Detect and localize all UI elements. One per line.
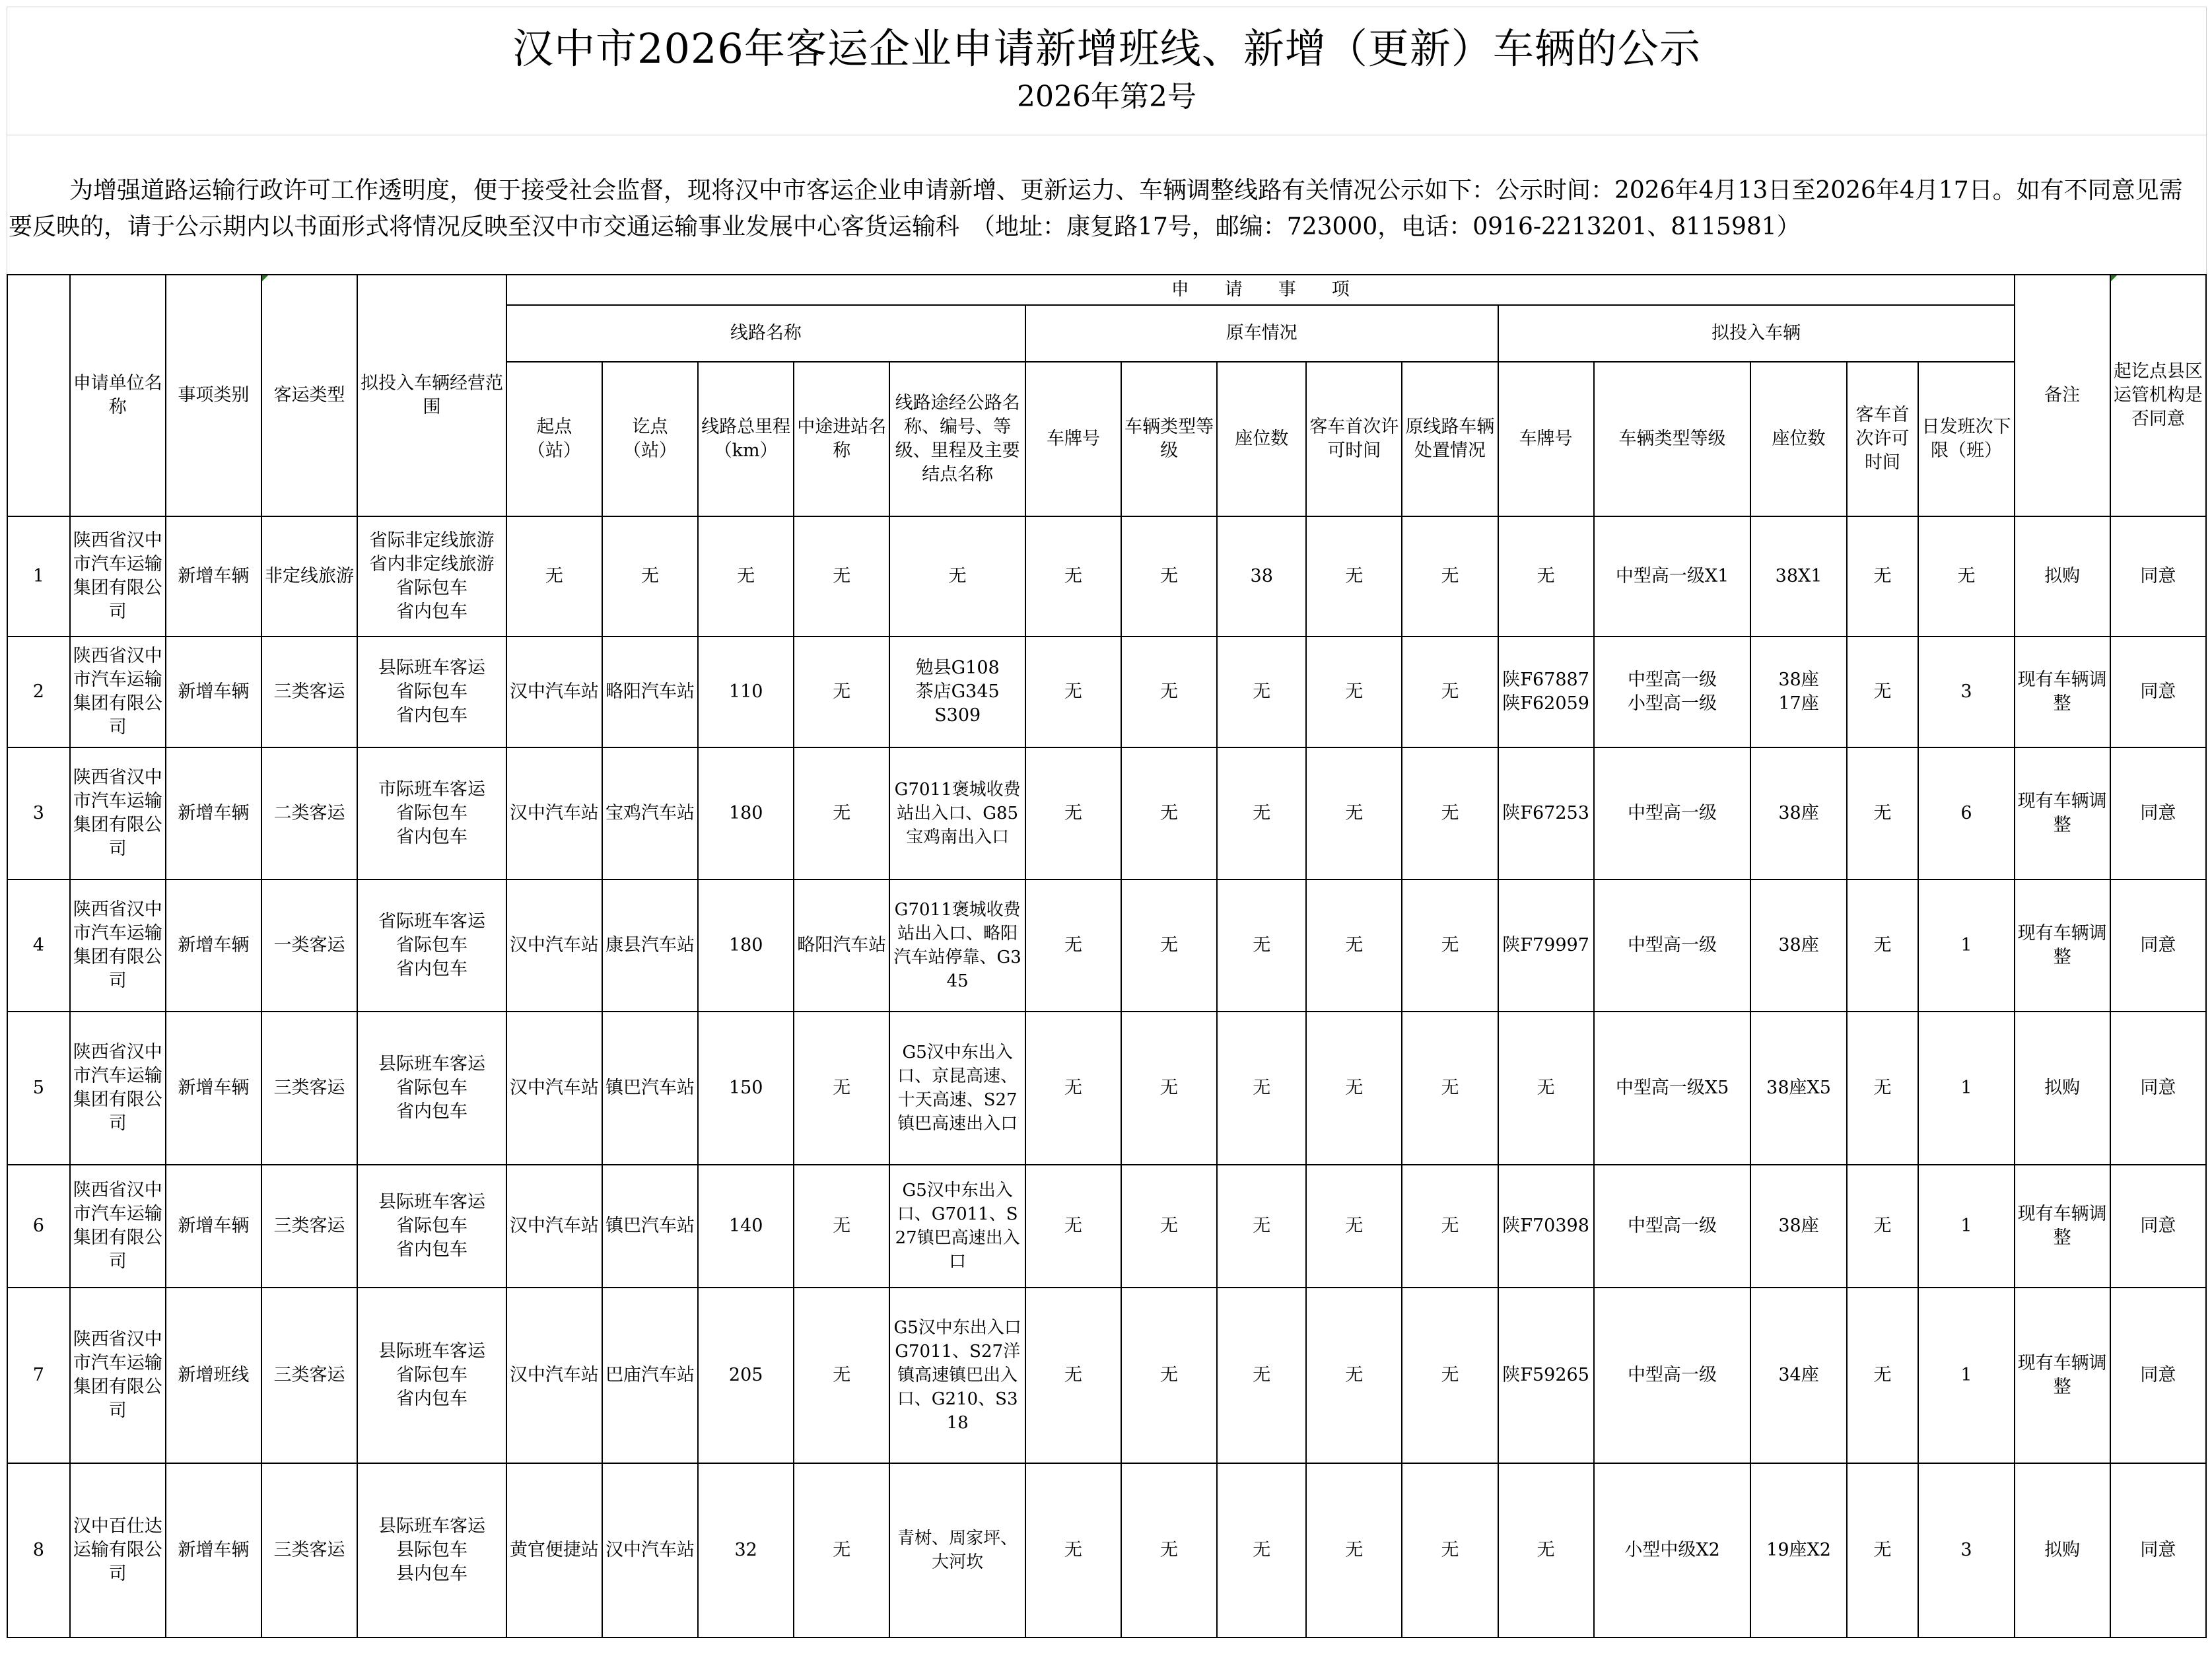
cell-end: 康县汽车站 bbox=[602, 880, 698, 1012]
cell-transport-type: 二类客运 bbox=[261, 747, 357, 880]
cell-daily-max: 6 bbox=[1918, 747, 2014, 880]
notice-paragraph: 为增强道路运输行政许可工作透明度，便于接受社会监督，现将汉中市客运企业申请新增、更新运力、车辆调整线路有关情况公示如下：公示时间：2026年4月13日至2026年4月17日。如有不同意见需要反映的，请于公示期内以书面形式将情况反映至汉中市交通运输事业发展中心客货运输科 （地址：康复路17号，邮编：723000，电话：0916-2213201、8115981） bbox=[7, 135, 2207, 274]
cell-agree: 同意 bbox=[2110, 1463, 2206, 1638]
header-row-1 bbox=[7, 275, 2206, 305]
cell-new-first-permit: 无 bbox=[1847, 637, 1919, 747]
header-new-first-permit: 客车首次许可时间 bbox=[1847, 362, 1919, 516]
header-route-group: 线路名称 bbox=[506, 305, 1025, 362]
cell-item-type: 新增车辆 bbox=[166, 516, 261, 637]
cell-orig-first-permit: 无 bbox=[1306, 1012, 1402, 1165]
header-route-detail: 线路途经公路名称、编号、等级、里程及主要结点名称 bbox=[889, 362, 1025, 516]
table-row bbox=[7, 1463, 2206, 1638]
cell-transport-type: 三类客运 bbox=[261, 1012, 357, 1165]
cell-end: 宝鸡汽车站 bbox=[602, 747, 698, 880]
cell-item-type: 新增车辆 bbox=[166, 1463, 261, 1638]
header-original-group: 原车情况 bbox=[1025, 305, 1498, 362]
cell-orig-disposal: 无 bbox=[1402, 880, 1498, 1012]
header-new-seats: 座位数 bbox=[1750, 362, 1846, 516]
header-item-type: 事项类别 bbox=[166, 275, 261, 516]
cell-daily-max: 1 bbox=[1918, 1165, 2014, 1288]
header-orig-first-permit: 客车首次许可时间 bbox=[1306, 362, 1402, 516]
cell-distance: 205 bbox=[698, 1288, 794, 1463]
cell-new-class: 中型高一级 小型高一级 bbox=[1594, 637, 1751, 747]
cell-agree: 同意 bbox=[2110, 1012, 2206, 1165]
cell-end: 镇巴汽车站 bbox=[602, 1165, 698, 1288]
cell-orig-disposal: 无 bbox=[1402, 1165, 1498, 1288]
header-distance: 线路总里程（km） bbox=[698, 362, 794, 516]
cell-no: 8 bbox=[7, 1463, 70, 1638]
header-new-plate: 车牌号 bbox=[1498, 362, 1594, 516]
cell-new-class: 中型高一级 bbox=[1594, 880, 1751, 1012]
cell-orig-seats: 38 bbox=[1217, 516, 1306, 637]
header-orig-class: 车辆类型等级 bbox=[1121, 362, 1217, 516]
cell-orig-first-permit: 无 bbox=[1306, 880, 1402, 1012]
cell-orig-disposal: 无 bbox=[1402, 637, 1498, 747]
cell-new-plate: 无 bbox=[1498, 1012, 1594, 1165]
cell-start: 汉中汽车站 bbox=[506, 880, 602, 1012]
cell-agree: 同意 bbox=[2110, 747, 2206, 880]
cell-distance: 180 bbox=[698, 747, 794, 880]
cell-new-class: 中型高一级X1 bbox=[1594, 516, 1751, 637]
cell-new-seats: 38座 17座 bbox=[1750, 637, 1846, 747]
cell-daily-max: 1 bbox=[1918, 1012, 2014, 1165]
header-start: 起点 （站） bbox=[506, 362, 602, 516]
cell-item-type: 新增车辆 bbox=[166, 1012, 261, 1165]
cell-orig-disposal: 无 bbox=[1402, 1463, 1498, 1638]
cell-transport-type: 一类客运 bbox=[261, 880, 357, 1012]
page-title: 汉中市2026年客运企业申请新增班线、新增（更新）车辆的公示 bbox=[512, 24, 1701, 73]
cell-start: 汉中汽车站 bbox=[506, 637, 602, 747]
table-row bbox=[7, 1012, 2206, 1165]
cell-scope: 县际班车客运 省际包车 省内包车 bbox=[357, 1165, 506, 1288]
cell-orig-first-permit: 无 bbox=[1306, 747, 1402, 880]
cell-distance: 150 bbox=[698, 1012, 794, 1165]
cell-new-class: 小型中级X2 bbox=[1594, 1463, 1751, 1638]
cell-distance: 32 bbox=[698, 1463, 794, 1638]
cell-orig-plate: 无 bbox=[1025, 1165, 1121, 1288]
header-orig-disposal: 原线路车辆处置情况 bbox=[1402, 362, 1498, 516]
cell-new-first-permit: 无 bbox=[1847, 1012, 1919, 1165]
notice-sheet bbox=[7, 7, 2207, 1638]
cell-stops: 无 bbox=[794, 747, 889, 880]
cell-new-class: 中型高一级 bbox=[1594, 747, 1751, 880]
cell-route-detail: 无 bbox=[889, 516, 1025, 637]
cell-orig-plate: 无 bbox=[1025, 1288, 1121, 1463]
cell-orig-seats: 无 bbox=[1217, 747, 1306, 880]
cell-route-detail: G5汉中东出入口、京昆高速、十天高速、S27镇巴高速出入口 bbox=[889, 1012, 1025, 1165]
cell-orig-seats: 无 bbox=[1217, 1463, 1306, 1638]
cell-new-first-permit: 无 bbox=[1847, 1165, 1919, 1288]
cell-new-seats: 34座 bbox=[1750, 1288, 1846, 1463]
cell-orig-class: 无 bbox=[1121, 1165, 1217, 1288]
header-orig-plate: 车牌号 bbox=[1025, 362, 1121, 516]
cell-orig-disposal: 无 bbox=[1402, 747, 1498, 880]
cell-transport-type: 三类客运 bbox=[261, 637, 357, 747]
cell-route-detail: G7011褒城收费站出入口、G85宝鸡南出入口 bbox=[889, 747, 1025, 880]
cell-new-class: 中型高一级 bbox=[1594, 1288, 1751, 1463]
cell-applicant: 陕西省汉中市汽车运输集团有限公司 bbox=[70, 637, 166, 747]
cell-applicant: 陕西省汉中市汽车运输集团有限公司 bbox=[70, 1165, 166, 1288]
table-row bbox=[7, 1165, 2206, 1288]
cell-scope: 省际班车客运 省际包车 省内包车 bbox=[357, 880, 506, 1012]
cell-daily-max: 无 bbox=[1918, 516, 2014, 637]
cell-new-plate: 陕F67253 bbox=[1498, 747, 1594, 880]
page-subtitle: 2026年第2号 bbox=[1017, 80, 1196, 114]
cell-remark: 现有车辆调整 bbox=[2015, 637, 2110, 747]
cell-no: 1 bbox=[7, 516, 70, 637]
cell-orig-plate: 无 bbox=[1025, 516, 1121, 637]
cell-item-type: 新增车辆 bbox=[166, 747, 261, 880]
cell-no: 5 bbox=[7, 1012, 70, 1165]
cell-agree: 同意 bbox=[2110, 516, 2206, 637]
cell-orig-first-permit: 无 bbox=[1306, 1165, 1402, 1288]
cell-orig-plate: 无 bbox=[1025, 747, 1121, 880]
header-daily-max: 日发班次下限（班） bbox=[1918, 362, 2014, 516]
cell-orig-disposal: 无 bbox=[1402, 1288, 1498, 1463]
cell-new-plate: 无 bbox=[1498, 1463, 1594, 1638]
cell-orig-plate: 无 bbox=[1025, 1463, 1121, 1638]
cell-transport-type: 三类客运 bbox=[261, 1165, 357, 1288]
cell-no: 4 bbox=[7, 880, 70, 1012]
cell-applicant: 陕西省汉中市汽车运输集团有限公司 bbox=[70, 1288, 166, 1463]
cell-new-plate: 陕F70398 bbox=[1498, 1165, 1594, 1288]
cell-orig-class: 无 bbox=[1121, 516, 1217, 637]
cell-start: 汉中汽车站 bbox=[506, 1288, 602, 1463]
cell-orig-class: 无 bbox=[1121, 747, 1217, 880]
header-end: 讫点 （站） bbox=[602, 362, 698, 516]
cell-new-first-permit: 无 bbox=[1847, 880, 1919, 1012]
cell-new-seats: 38座 bbox=[1750, 747, 1846, 880]
cell-orig-first-permit: 无 bbox=[1306, 1288, 1402, 1463]
cell-end: 镇巴汽车站 bbox=[602, 1012, 698, 1165]
cell-transport-type: 三类客运 bbox=[261, 1288, 357, 1463]
cell-route-detail: G5汉中东出入口、G7011、S27镇巴高速出入口 bbox=[889, 1165, 1025, 1288]
cell-orig-class: 无 bbox=[1121, 880, 1217, 1012]
cell-orig-plate: 无 bbox=[1025, 1012, 1121, 1165]
header-applicant: 申请单位名称 bbox=[70, 275, 166, 516]
cell-new-seats: 38座X5 bbox=[1750, 1012, 1846, 1165]
cell-item-type: 新增车辆 bbox=[166, 880, 261, 1012]
cell-remark: 现有车辆调整 bbox=[2015, 880, 2110, 1012]
cell-orig-seats: 无 bbox=[1217, 880, 1306, 1012]
cell-orig-class: 无 bbox=[1121, 1463, 1217, 1638]
cell-new-seats: 38座 bbox=[1750, 1165, 1846, 1288]
header-remark: 备注 bbox=[2015, 275, 2110, 516]
cell-no: 2 bbox=[7, 637, 70, 747]
cell-new-class: 中型高一级 bbox=[1594, 1165, 1751, 1288]
cell-orig-seats: 无 bbox=[1217, 637, 1306, 747]
cell-start: 汉中汽车站 bbox=[506, 747, 602, 880]
cell-orig-plate: 无 bbox=[1025, 637, 1121, 747]
cell-scope: 县际班车客运 省际包车 省内包车 bbox=[357, 1012, 506, 1165]
cell-orig-first-permit: 无 bbox=[1306, 516, 1402, 637]
cell-route-detail: G5汉中东出入口 G7011、S27洋镇高速镇巴出入口、G210、S318 bbox=[889, 1288, 1025, 1463]
cell-remark: 拟购 bbox=[2015, 1012, 2110, 1165]
cell-stops: 无 bbox=[794, 1463, 889, 1638]
cell-new-first-permit: 无 bbox=[1847, 1288, 1919, 1463]
cell-end: 汉中汽车站 bbox=[602, 1463, 698, 1638]
cell-remark: 拟购 bbox=[2015, 516, 2110, 637]
header-transport-type: 客运类型 bbox=[261, 275, 357, 516]
cell-route-detail: G7011褒城收费站出入口、略阳汽车站停靠、G345 bbox=[889, 880, 1025, 1012]
cell-remark: 现有车辆调整 bbox=[2015, 1288, 2110, 1463]
cell-start: 汉中汽车站 bbox=[506, 1012, 602, 1165]
cell-stops: 无 bbox=[794, 516, 889, 637]
cell-orig-seats: 无 bbox=[1217, 1165, 1306, 1288]
cell-orig-first-permit: 无 bbox=[1306, 637, 1402, 747]
cell-start: 汉中汽车站 bbox=[506, 1165, 602, 1288]
cell-new-class: 中型高一级X5 bbox=[1594, 1012, 1751, 1165]
header-agree: 起讫点县区运管机构是否同意 bbox=[2110, 275, 2206, 516]
cell-scope: 县际班车客运 省际包车 省内包车 bbox=[357, 1288, 506, 1463]
cell-new-seats: 38X1 bbox=[1750, 516, 1846, 637]
cell-route-detail: 勉县G108 茶店G345 S309 bbox=[889, 637, 1025, 747]
cell-new-first-permit: 无 bbox=[1847, 1463, 1919, 1638]
cell-agree: 同意 bbox=[2110, 1165, 2206, 1288]
cell-orig-class: 无 bbox=[1121, 1288, 1217, 1463]
cell-new-first-permit: 无 bbox=[1847, 747, 1919, 880]
cell-no: 6 bbox=[7, 1165, 70, 1288]
header-index bbox=[7, 275, 70, 516]
cell-daily-max: 3 bbox=[1918, 1463, 2014, 1638]
header-stops: 中途进站名称 bbox=[794, 362, 889, 516]
cell-stops: 无 bbox=[794, 1288, 889, 1463]
cell-route-detail: 青树、周家坪、大河坎 bbox=[889, 1463, 1025, 1638]
cell-new-seats: 38座 bbox=[1750, 880, 1846, 1012]
cell-new-seats: 19座X2 bbox=[1750, 1463, 1846, 1638]
cell-applicant: 汉中百仕达运输有限公司 bbox=[70, 1463, 166, 1638]
cell-new-plate: 陕F67887 陕F62059 bbox=[1498, 637, 1594, 747]
cell-orig-class: 无 bbox=[1121, 1012, 1217, 1165]
cell-agree: 同意 bbox=[2110, 637, 2206, 747]
cell-item-type: 新增车辆 bbox=[166, 1165, 261, 1288]
cell-distance: 110 bbox=[698, 637, 794, 747]
cell-agree: 同意 bbox=[2110, 880, 2206, 1012]
cell-orig-class: 无 bbox=[1121, 637, 1217, 747]
cell-agree: 同意 bbox=[2110, 1288, 2206, 1463]
cell-orig-plate: 无 bbox=[1025, 880, 1121, 1012]
cell-stops: 略阳汽车站 bbox=[794, 880, 889, 1012]
cell-scope: 省际非定线旅游 省内非定线旅游 省际包车 省内包车 bbox=[357, 516, 506, 637]
header-scope: 拟投入车辆经营范围 bbox=[357, 275, 506, 516]
cell-scope: 县际班车客运 省际包车 省内包车 bbox=[357, 637, 506, 747]
application-table bbox=[7, 274, 2207, 1638]
cell-new-plate: 无 bbox=[1498, 516, 1594, 637]
cell-stops: 无 bbox=[794, 1165, 889, 1288]
cell-no: 7 bbox=[7, 1288, 70, 1463]
cell-no: 3 bbox=[7, 747, 70, 880]
cell-applicant: 陕西省汉中市汽车运输集团有限公司 bbox=[70, 1012, 166, 1165]
cell-scope: 市际班车客运 省际包车 省内包车 bbox=[357, 747, 506, 880]
title-block bbox=[7, 7, 2207, 135]
cell-distance: 无 bbox=[698, 516, 794, 637]
cell-start: 无 bbox=[506, 516, 602, 637]
cell-remark: 拟购 bbox=[2015, 1463, 2110, 1638]
header-application-items: 申 请 事 项 bbox=[506, 275, 2015, 305]
table-row bbox=[7, 516, 2206, 637]
cell-orig-disposal: 无 bbox=[1402, 516, 1498, 637]
cell-new-plate: 陕F79997 bbox=[1498, 880, 1594, 1012]
header-planned-group: 拟投入车辆 bbox=[1498, 305, 2015, 362]
cell-distance: 140 bbox=[698, 1165, 794, 1288]
cell-orig-first-permit: 无 bbox=[1306, 1463, 1402, 1638]
cell-orig-seats: 无 bbox=[1217, 1288, 1306, 1463]
cell-end: 巴庙汽车站 bbox=[602, 1288, 698, 1463]
cell-applicant: 陕西省汉中市汽车运输集团有限公司 bbox=[70, 516, 166, 637]
cell-orig-seats: 无 bbox=[1217, 1012, 1306, 1165]
cell-new-first-permit: 无 bbox=[1847, 516, 1919, 637]
table-body bbox=[7, 516, 2206, 1638]
cell-daily-max: 3 bbox=[1918, 637, 2014, 747]
cell-orig-disposal: 无 bbox=[1402, 1012, 1498, 1165]
table-row bbox=[7, 880, 2206, 1012]
cell-stops: 无 bbox=[794, 1012, 889, 1165]
cell-remark: 现有车辆调整 bbox=[2015, 1165, 2110, 1288]
header-orig-seats: 座位数 bbox=[1217, 362, 1306, 516]
cell-distance: 180 bbox=[698, 880, 794, 1012]
header-new-class: 车辆类型等级 bbox=[1594, 362, 1751, 516]
table-row bbox=[7, 637, 2206, 747]
cell-transport-type: 非定线旅游 bbox=[261, 516, 357, 637]
cell-start: 黄官便捷站 bbox=[506, 1463, 602, 1638]
cell-transport-type: 三类客运 bbox=[261, 1463, 357, 1638]
cell-end: 无 bbox=[602, 516, 698, 637]
table-row bbox=[7, 747, 2206, 880]
cell-scope: 县际班车客运 县际包车 县内包车 bbox=[357, 1463, 506, 1638]
cell-applicant: 陕西省汉中市汽车运输集团有限公司 bbox=[70, 747, 166, 880]
cell-item-type: 新增车辆 bbox=[166, 637, 261, 747]
cell-remark: 现有车辆调整 bbox=[2015, 747, 2110, 880]
cell-daily-max: 1 bbox=[1918, 880, 2014, 1012]
cell-daily-max: 1 bbox=[1918, 1288, 2014, 1463]
cell-new-plate: 陕F59265 bbox=[1498, 1288, 1594, 1463]
cell-end: 略阳汽车站 bbox=[602, 637, 698, 747]
cell-item-type: 新增班线 bbox=[166, 1288, 261, 1463]
table-row bbox=[7, 1288, 2206, 1463]
cell-stops: 无 bbox=[794, 637, 889, 747]
cell-applicant: 陕西省汉中市汽车运输集团有限公司 bbox=[70, 880, 166, 1012]
